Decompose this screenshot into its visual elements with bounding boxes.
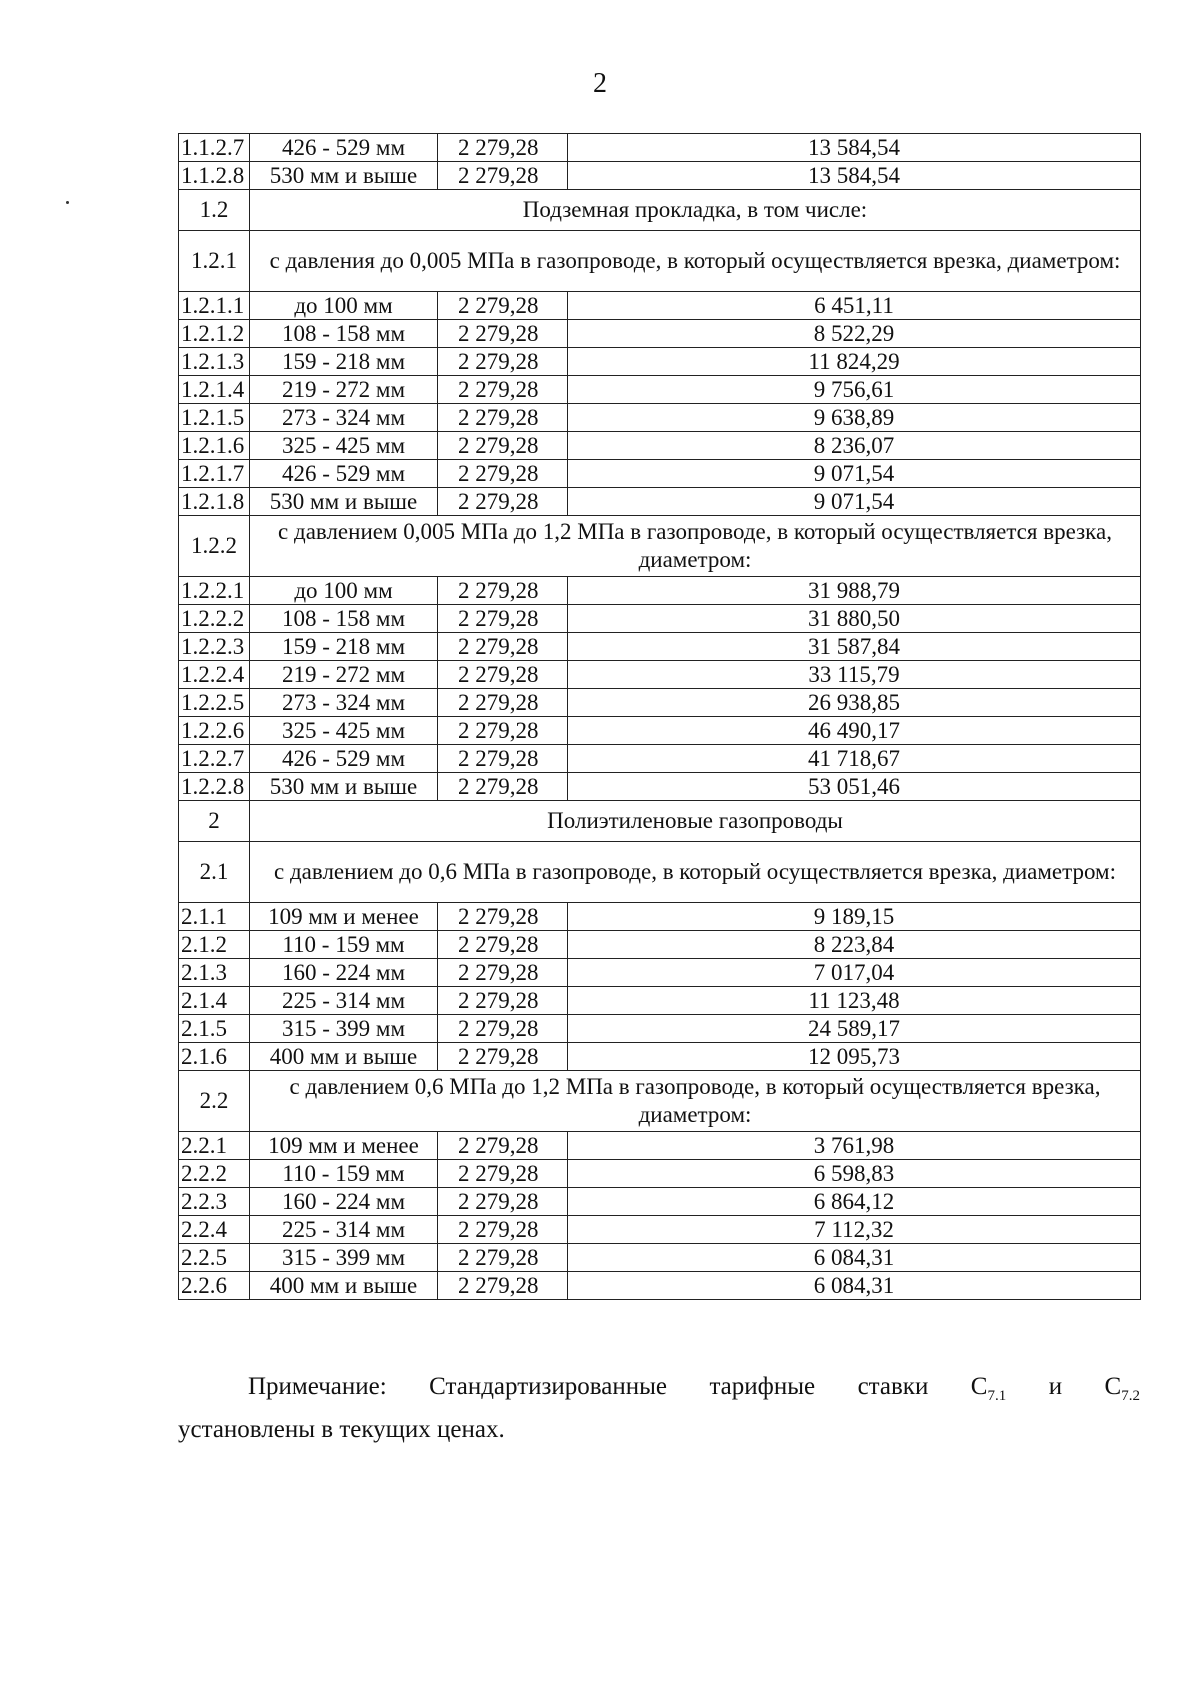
- table-row: [179, 987, 1141, 1015]
- value-cell: 9 071,54: [568, 460, 1141, 488]
- diameter-cell: 400 мм и выше: [250, 1043, 438, 1071]
- rate-cell: 2 279,28: [438, 689, 568, 717]
- row-number: 2.1.2: [179, 931, 250, 959]
- table-row: [179, 633, 1141, 661]
- row-number: 1.2.2.5: [179, 689, 250, 717]
- diameter-cell: 273 - 324 мм: [250, 404, 438, 432]
- rate-cell: 2 279,28: [438, 773, 568, 801]
- note-word: Стандартизированные: [429, 1373, 667, 1400]
- page-number: 2: [593, 68, 607, 99]
- rate-cell: 2 279,28: [438, 745, 568, 773]
- rate-cell: 2 279,28: [438, 577, 568, 605]
- table-row: [179, 1160, 1141, 1188]
- table-row: [179, 376, 1141, 404]
- tariff-table: [178, 133, 1141, 1300]
- row-number: 1.1.2.8: [179, 162, 250, 190]
- section-row: [179, 190, 1141, 231]
- row-number: 1.2.1.2: [179, 320, 250, 348]
- note-word: Примечание:: [248, 1373, 387, 1400]
- rate-cell: 2 279,28: [438, 931, 568, 959]
- note-conjunction: и: [1048, 1373, 1063, 1400]
- value-cell: 46 490,17: [568, 717, 1141, 745]
- section-title: с давлением до 0,6 МПа в газопроводе, в который осуществляется врезка, диаметром:: [250, 842, 1141, 903]
- section-number: 1.2.2: [179, 516, 250, 577]
- table-row: [179, 460, 1141, 488]
- value-cell: 8 522,29: [568, 320, 1141, 348]
- value-cell: 9 071,54: [568, 488, 1141, 516]
- rate-cell: 2 279,28: [438, 376, 568, 404]
- value-cell: 7 017,04: [568, 959, 1141, 987]
- note-line-1: [178, 1370, 1140, 1413]
- rate-cell: 2 279,28: [438, 432, 568, 460]
- diameter-cell: до 100 мм: [250, 292, 438, 320]
- value-cell: 31 587,84: [568, 633, 1141, 661]
- table-row: [179, 162, 1141, 190]
- rate-cell: 2 279,28: [438, 488, 568, 516]
- subsection-row: [179, 231, 1141, 292]
- row-number: 1.2.1.6: [179, 432, 250, 460]
- rate-cell: 2 279,28: [438, 1015, 568, 1043]
- rate-cell: 2 279,28: [438, 404, 568, 432]
- table-row: [179, 959, 1141, 987]
- rate-cell: 2 279,28: [438, 1043, 568, 1071]
- diameter-cell: 325 - 425 мм: [250, 717, 438, 745]
- table-row: [179, 773, 1141, 801]
- rate-cell: 2 279,28: [438, 717, 568, 745]
- note-word: тарифные: [709, 1373, 816, 1400]
- section-row: [179, 801, 1141, 842]
- section-title: Полиэтиленовые газопроводы: [250, 801, 1141, 842]
- value-cell: 6 864,12: [568, 1188, 1141, 1216]
- table-row: [179, 903, 1141, 931]
- diameter-cell: до 100 мм: [250, 577, 438, 605]
- table-row: [179, 745, 1141, 773]
- value-cell: 9 189,15: [568, 903, 1141, 931]
- diameter-cell: 109 мм и менее: [250, 1132, 438, 1160]
- rate-cell: 2 279,28: [438, 987, 568, 1015]
- section-title: с давлением 0,005 МПа до 1,2 МПа в газопроводе, в который осуществляется врезка, диаметром:: [250, 516, 1141, 577]
- row-number: 1.2.1.8: [179, 488, 250, 516]
- value-cell: 7 112,32: [568, 1216, 1141, 1244]
- table-row: [179, 404, 1141, 432]
- rate-c71: $С_{7.1}$: [970, 1373, 1007, 1404]
- row-number: 1.2.1.1: [179, 292, 250, 320]
- section-number: 2.2: [179, 1071, 250, 1132]
- rate-cell: 2 279,28: [438, 320, 568, 348]
- rate-cell: 2 279,28: [438, 959, 568, 987]
- value-cell: 13 584,54: [568, 134, 1141, 162]
- subsection-row: [179, 516, 1141, 577]
- table-row: [179, 577, 1141, 605]
- row-number: 1.1.2.7: [179, 134, 250, 162]
- value-cell: 8 236,07: [568, 432, 1141, 460]
- row-number: 2.2.5: [179, 1244, 250, 1272]
- value-cell: 9 756,61: [568, 376, 1141, 404]
- value-cell: 6 084,31: [568, 1244, 1141, 1272]
- diameter-cell: 530 мм и выше: [250, 162, 438, 190]
- rate-cell: 2 279,28: [438, 605, 568, 633]
- section-title: с давлением 0,6 МПа до 1,2 МПа в газопроводе, в который осуществляется врезка, диаметром:: [250, 1071, 1141, 1132]
- row-number: 2.1.3: [179, 959, 250, 987]
- row-number: 1.2.2.7: [179, 745, 250, 773]
- rate-cell: 2 279,28: [438, 162, 568, 190]
- diameter-cell: 110 - 159 мм: [250, 931, 438, 959]
- row-number: 2.2.2: [179, 1160, 250, 1188]
- diameter-cell: 426 - 529 мм: [250, 460, 438, 488]
- value-cell: 33 115,79: [568, 661, 1141, 689]
- row-number: 2.2.6: [179, 1272, 250, 1300]
- row-number: 1.2.2.4: [179, 661, 250, 689]
- rate-cell: 2 279,28: [438, 348, 568, 376]
- value-cell: 11 123,48: [568, 987, 1141, 1015]
- row-number: 2.1.1: [179, 903, 250, 931]
- diameter-cell: 219 - 272 мм: [250, 661, 438, 689]
- rate-cell: 2 279,28: [438, 661, 568, 689]
- row-number: 2.1.6: [179, 1043, 250, 1071]
- table-row: [179, 1188, 1141, 1216]
- value-cell: 11 824,29: [568, 348, 1141, 376]
- subsection-row: [179, 842, 1141, 903]
- table-row: [179, 1272, 1141, 1300]
- row-number: 1.2.1.4: [179, 376, 250, 404]
- table-row: [179, 348, 1141, 376]
- note-word: ставки: [857, 1373, 929, 1400]
- table-row: [179, 432, 1141, 460]
- note: [178, 1370, 1140, 1447]
- row-number: 1.2.2.2: [179, 605, 250, 633]
- table-row: [179, 292, 1141, 320]
- row-number: 2.2.4: [179, 1216, 250, 1244]
- diameter-cell: 159 - 218 мм: [250, 348, 438, 376]
- row-number: 2.2.3: [179, 1188, 250, 1216]
- diameter-cell: 400 мм и выше: [250, 1272, 438, 1300]
- row-number: 2.1.4: [179, 987, 250, 1015]
- rate-cell: 2 279,28: [438, 292, 568, 320]
- row-number: 1.2.2.3: [179, 633, 250, 661]
- rate-cell: 2 279,28: [438, 1132, 568, 1160]
- diameter-cell: 225 - 314 мм: [250, 987, 438, 1015]
- diameter-cell: 160 - 224 мм: [250, 959, 438, 987]
- diameter-cell: 530 мм и выше: [250, 773, 438, 801]
- diameter-cell: 426 - 529 мм: [250, 134, 438, 162]
- row-number: 2.2.1: [179, 1132, 250, 1160]
- diameter-cell: 426 - 529 мм: [250, 745, 438, 773]
- section-number: 1.2: [179, 190, 250, 231]
- diameter-cell: 530 мм и выше: [250, 488, 438, 516]
- value-cell: 31 880,50: [568, 605, 1141, 633]
- diameter-cell: 108 - 158 мм: [250, 320, 438, 348]
- table-row: [179, 605, 1141, 633]
- value-cell: 31 988,79: [568, 577, 1141, 605]
- note-line-2: установлены в текущих ценах.: [178, 1416, 505, 1443]
- value-cell: 24 589,17: [568, 1015, 1141, 1043]
- row-number: 1.2.2.8: [179, 773, 250, 801]
- row-number: 1.2.2.6: [179, 717, 250, 745]
- value-cell: 6 084,31: [568, 1272, 1141, 1300]
- table-row: [179, 320, 1141, 348]
- value-cell: 26 938,85: [568, 689, 1141, 717]
- diameter-cell: 225 - 314 мм: [250, 1216, 438, 1244]
- table-row: [179, 134, 1141, 162]
- value-cell: 6 598,83: [568, 1160, 1141, 1188]
- row-number: 1.2.1.5: [179, 404, 250, 432]
- section-number: 2: [179, 801, 250, 842]
- section-title: Подземная прокладка, в том числе:: [250, 190, 1141, 231]
- value-cell: 6 451,11: [568, 292, 1141, 320]
- tariff-table-body: [179, 134, 1141, 1300]
- table-row: [179, 488, 1141, 516]
- rate-cell: 2 279,28: [438, 633, 568, 661]
- diameter-cell: 219 - 272 мм: [250, 376, 438, 404]
- row-number: 1.2.2.1: [179, 577, 250, 605]
- row-number: 1.2.1.7: [179, 460, 250, 488]
- rate-cell: 2 279,28: [438, 1160, 568, 1188]
- table-row: [179, 1216, 1141, 1244]
- table-row: [179, 717, 1141, 745]
- subsection-row: [179, 1071, 1141, 1132]
- value-cell: 13 584,54: [568, 162, 1141, 190]
- table-row: [179, 1043, 1141, 1071]
- value-cell: 12 095,73: [568, 1043, 1141, 1071]
- rate-cell: 2 279,28: [438, 1216, 568, 1244]
- rate-cell: 2 279,28: [438, 1244, 568, 1272]
- table-row: [179, 689, 1141, 717]
- rate-cell: 2 279,28: [438, 1272, 568, 1300]
- value-cell: 41 718,67: [568, 745, 1141, 773]
- diameter-cell: 315 - 399 мм: [250, 1015, 438, 1043]
- row-number: 2.1.5: [179, 1015, 250, 1043]
- table-row: [179, 1132, 1141, 1160]
- rate-cell: 2 279,28: [438, 460, 568, 488]
- table-row: [179, 931, 1141, 959]
- rate-cell: 2 279,28: [438, 903, 568, 931]
- diameter-cell: 109 мм и менее: [250, 903, 438, 931]
- diameter-cell: 325 - 425 мм: [250, 432, 438, 460]
- value-cell: 8 223,84: [568, 931, 1141, 959]
- diameter-cell: 315 - 399 мм: [250, 1244, 438, 1272]
- section-number: 1.2.1: [179, 231, 250, 292]
- section-title: с давления до 0,005 МПа в газопроводе, в который осуществляется врезка, диаметром:: [250, 231, 1141, 292]
- rate-cell: 2 279,28: [438, 1188, 568, 1216]
- diameter-cell: 273 - 324 мм: [250, 689, 438, 717]
- value-cell: 53 051,46: [568, 773, 1141, 801]
- diameter-cell: 160 - 224 мм: [250, 1188, 438, 1216]
- diameter-cell: 159 - 218 мм: [250, 633, 438, 661]
- diameter-cell: 108 - 158 мм: [250, 605, 438, 633]
- value-cell: 9 638,89: [568, 404, 1141, 432]
- value-cell: 3 761,98: [568, 1132, 1141, 1160]
- table-row: [179, 661, 1141, 689]
- rate-c72: $С_{7.2}$: [1104, 1373, 1140, 1404]
- row-number: 1.2.1.3: [179, 348, 250, 376]
- table-row: [179, 1015, 1141, 1043]
- rate-cell: 2 279,28: [438, 134, 568, 162]
- section-number: 2.1: [179, 842, 250, 903]
- table-row: [179, 1244, 1141, 1272]
- diameter-cell: 110 - 159 мм: [250, 1160, 438, 1188]
- scan-speck: [66, 201, 69, 204]
